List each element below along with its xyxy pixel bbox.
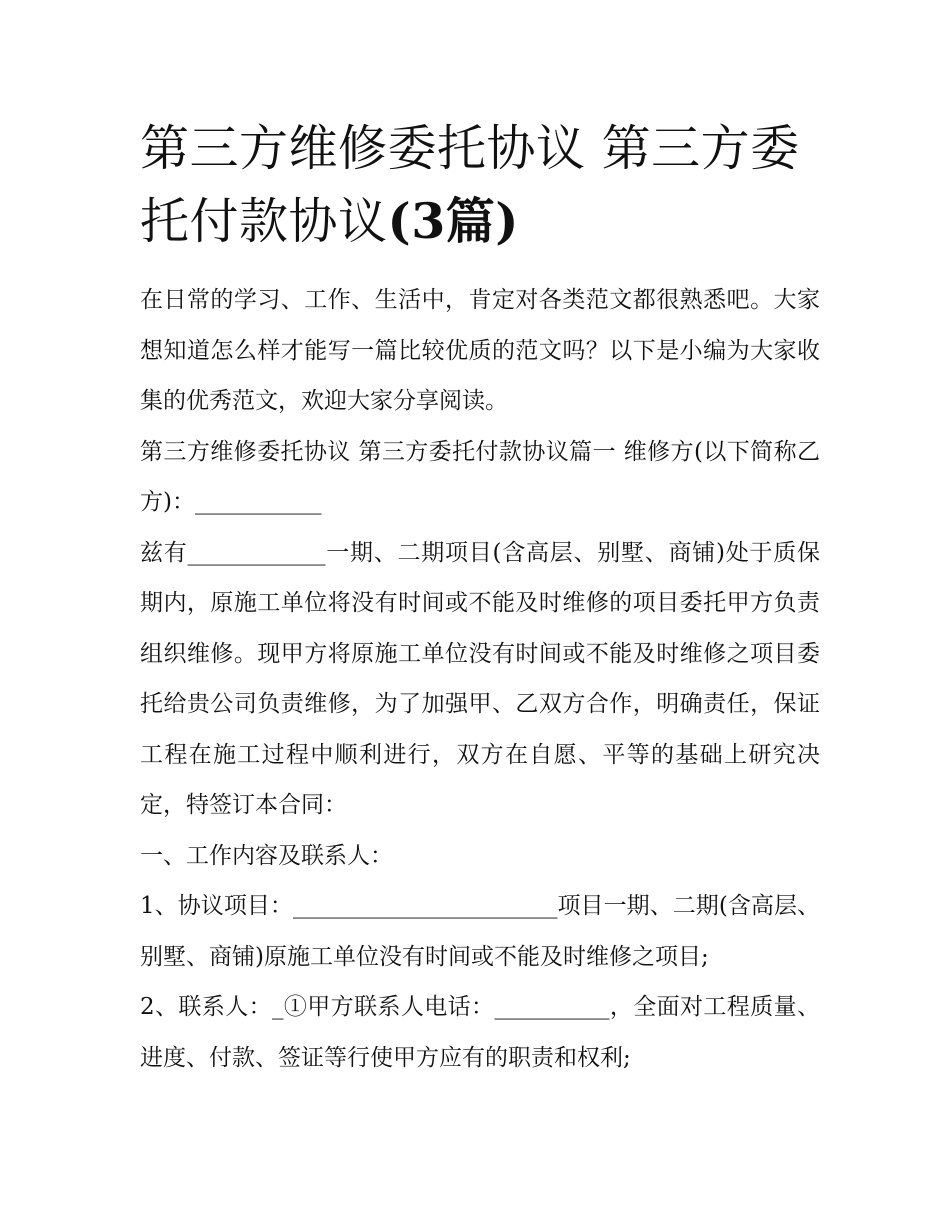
work-content-heading: 一、工作内容及联系人： (140, 842, 393, 869)
title-main: 第三方维修委托协议 第三方委托付款协议 (140, 120, 800, 250)
agreement-paragraph: 兹有____________一期、二期项目(含高层、别墅、商铺)处于质保期内，原施工单位将没有时间或不能及时维修的项目委托甲方负责组织维修。现甲方将原施工单位没有时间或不能及时维修之项目委托给贵公司负责维修，为了加强甲、乙双方合作，明确责任，保证工程在施工过程中顺利进行，双方在自愿、平等的基础上研究决定，特签订本合同： (140, 539, 820, 818)
section-heading-paragraph: 第三方维修委托协议 第三方委托付款协议篇一 维修方(以下简称乙方)：___________ (140, 438, 820, 515)
clause-contact: 2、联系人：_①甲方联系人电话：__________，全面对工程质量、进度、付款、签证等行使甲方应有的职责和权利; (140, 994, 820, 1071)
clause-project: 1、协议项目：_______________________项目一期、二期(含高层、别墅、商铺)原施工单位没有时间或不能及时维修之项目; (140, 893, 820, 970)
document-body (140, 275, 820, 1083)
title-suffix: (3篇) (387, 192, 519, 250)
intro-paragraph: 在日常的学习、工作、生活中，肯定对各类范文都很熟悉吧。大家想知道怎么样才能写一篇比较优质的范文吗？以下是小编为大家收集的优秀范文，欢迎大家分享阅读。 (140, 287, 820, 414)
document-title (140, 112, 820, 258)
